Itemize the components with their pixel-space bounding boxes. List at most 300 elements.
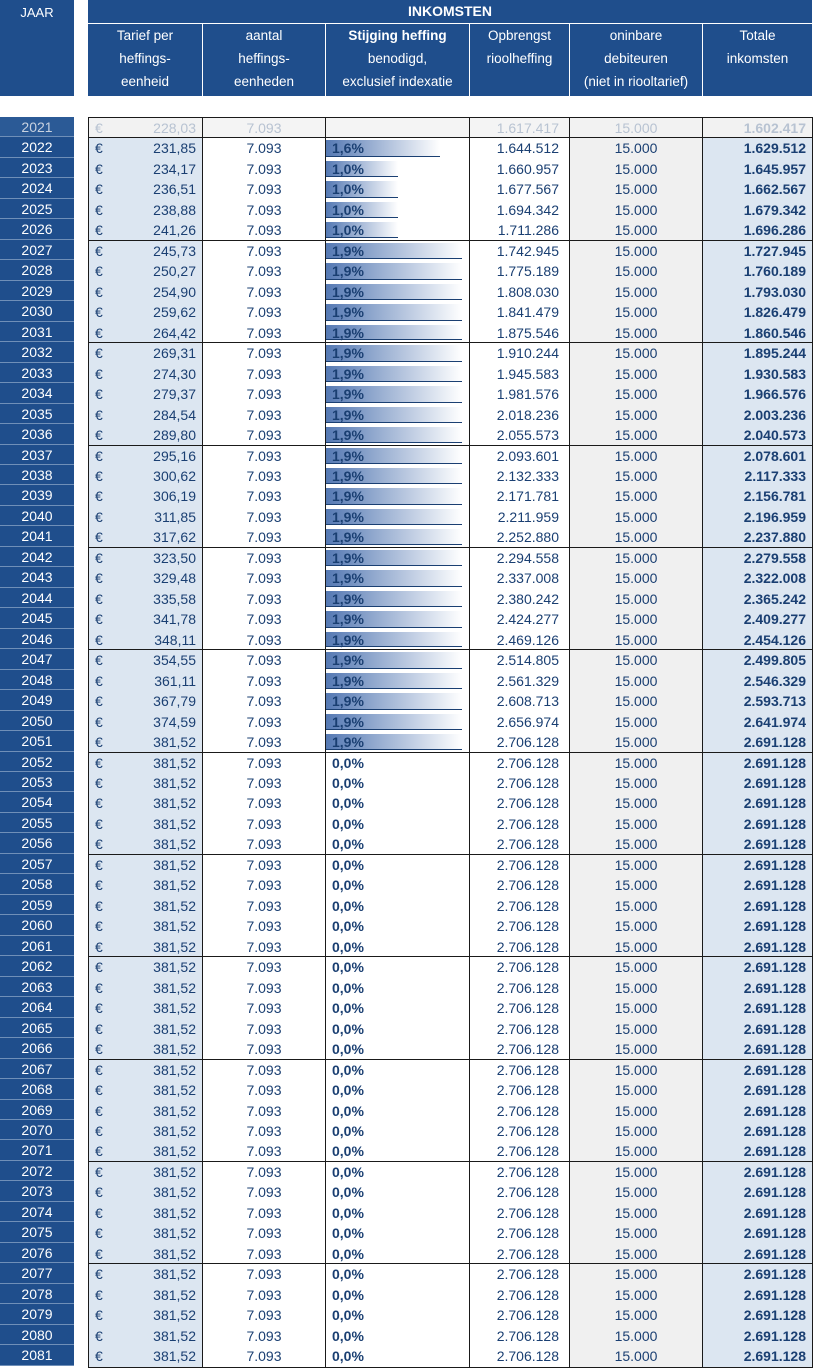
tarief-cell [89,630,203,649]
aantal-cell: 7.093 [203,732,326,751]
stijging-value: 1,9% [332,467,364,484]
stijging-cell [326,773,470,793]
stijging-value: 0,0% [332,815,364,832]
stijging-value: 0,0% [332,1082,364,1099]
totaal-cell: 1.860.546 [703,323,812,342]
oninbaar-cell: 15.000 [570,1285,703,1305]
totaal-cell: 2.499.805 [703,650,812,670]
oninbaar-cell: 15.000 [570,671,703,691]
tarief-cell [89,1141,203,1160]
year-cell: 2078 [0,1284,74,1304]
tarief-value: 381,52 [153,938,196,955]
currency-symbol: € [95,263,103,280]
oninbaar-cell: 15.000 [570,343,703,363]
year-cell: 2021 [0,117,74,137]
currency-symbol: € [95,877,103,894]
totaal-cell: 2.691.128 [703,1162,812,1182]
tarief-cell [89,753,203,773]
currency-symbol: € [95,672,103,689]
totaal-cell: 2.003.236 [703,405,812,425]
year-cell: 2067 [0,1059,74,1079]
table-row [89,855,812,875]
header-col-oninbaar [569,24,702,97]
oninbaar-cell: 15.000 [570,814,703,834]
stijging-cell [326,916,470,936]
aantal-cell: 7.093 [203,793,326,813]
header-text: inkomsten [726,51,789,66]
opbrengst-cell: 2.706.128 [470,1019,570,1039]
stijging-cell [326,1346,470,1366]
stijging-value: 0,0% [332,1327,364,1344]
totaal-cell: 2.117.333 [703,466,812,486]
oninbaar-cell: 15.000 [570,364,703,384]
tarief-value: 250,27 [153,263,196,280]
tarief-value: 254,90 [153,283,196,300]
currency-symbol: € [95,754,103,771]
opbrengst-cell: 2.706.128 [470,1141,570,1160]
aantal-cell: 7.093 [203,1244,326,1263]
tarief-cell [89,1223,203,1243]
stijging-value: 0,0% [332,856,364,873]
tarief-value: 300,62 [153,467,196,484]
header-inkomsten [88,0,812,96]
currency-symbol: € [95,611,103,628]
currency-symbol: € [95,1286,103,1303]
tarief-value: 381,52 [153,897,196,914]
stijging-value: 0,0% [332,1163,364,1180]
oninbaar-cell: 15.000 [570,1121,703,1141]
oninbaar-cell: 15.000 [570,118,703,137]
stijging-value: 0,0% [332,1225,364,1242]
opbrengst-cell: 2.469.126 [470,630,570,649]
totaal-cell: 2.691.128 [703,814,812,834]
currency-symbol: € [95,652,103,669]
totaal-cell: 2.322.008 [703,568,812,588]
stijging-value: 1,0% [332,201,364,218]
tarief-value: 381,52 [153,734,196,751]
currency-symbol: € [95,734,103,751]
table-row [89,773,812,793]
opbrengst-cell: 2.706.128 [470,1182,570,1202]
aantal-cell: 7.093 [203,834,326,853]
oninbaar-cell: 15.000 [570,589,703,609]
aantal-cell: 7.093 [203,486,326,506]
tarief-value: 295,16 [153,447,196,464]
year-cell: 2035 [0,404,74,424]
opbrengst-cell: 2.706.128 [470,978,570,998]
tarief-value: 381,52 [153,918,196,935]
totaal-cell: 2.691.128 [703,1101,812,1121]
currency-symbol: € [95,836,103,853]
year-cell: 2032 [0,342,74,362]
aantal-cell: 7.093 [203,282,326,302]
opbrengst-cell: 2.706.128 [470,937,570,956]
currency-symbol: € [95,1225,103,1242]
aantal-cell: 7.093 [203,1182,326,1202]
currency-symbol: € [95,345,103,362]
tarief-value: 289,80 [153,427,196,444]
year-cell: 2062 [0,956,74,976]
tarief-cell [89,527,203,546]
totaal-cell: 2.691.128 [703,1203,812,1223]
stijging-value: 1,9% [332,672,364,689]
year-cell: 2040 [0,506,74,526]
totaal-cell: 1.679.342 [703,200,812,220]
currency-symbol: € [95,549,103,566]
tarief-cell [89,118,203,137]
header-col-stijging [325,24,469,97]
oninbaar-cell: 15.000 [570,609,703,629]
header-text: exclusief indexatie [342,74,453,89]
stijging-cell [326,630,470,649]
tarief-value: 381,52 [153,1266,196,1283]
tarief-cell [89,159,203,179]
table-row [89,1101,812,1121]
aantal-cell: 7.093 [203,302,326,322]
header-text: rioolheffing [486,51,553,66]
year-cell: 2060 [0,915,74,935]
aantal-cell: 7.093 [203,1285,326,1305]
header-columns [88,24,812,97]
table-row [89,1326,812,1346]
table-row [89,814,812,834]
tarief-value: 329,48 [153,570,196,587]
year-cell: 2051 [0,731,74,751]
tarief-cell [89,446,203,466]
oninbaar-cell: 15.000 [570,957,703,977]
header-title: INKOMSTEN [88,0,812,24]
stijging-cell [326,1264,470,1284]
tarief-value: 381,52 [153,1327,196,1344]
year-cell: 2073 [0,1181,74,1201]
stijging-value: 1,9% [332,529,364,546]
oninbaar-cell: 15.000 [570,1060,703,1080]
stijging-cell [326,1203,470,1223]
stijging-value: 0,0% [332,979,364,996]
totaal-cell: 2.040.573 [703,425,812,444]
aantal-cell: 7.093 [203,261,326,281]
opbrengst-cell: 2.706.128 [470,875,570,895]
oninbaar-cell: 15.000 [570,405,703,425]
stijging-cell [326,957,470,977]
aantal-cell: 7.093 [203,568,326,588]
oninbaar-cell: 15.000 [570,1141,703,1160]
header-text: eenheden [233,74,295,89]
opbrengst-cell: 2.706.128 [470,793,570,813]
header-text: debiteuren [604,51,668,66]
oninbaar-cell: 15.000 [570,1326,703,1346]
tarief-cell [89,978,203,998]
year-cell: 2037 [0,445,74,465]
tarief-value: 241,26 [153,222,196,239]
stijging-value: 0,0% [332,1204,364,1221]
oninbaar-cell: 15.000 [570,179,703,199]
opbrengst-cell: 2.608.713 [470,691,570,711]
year-cell: 2043 [0,567,74,587]
tarief-value: 381,52 [153,1061,196,1078]
stijging-cell [326,446,470,466]
year-cell: 2072 [0,1161,74,1181]
aantal-cell: 7.093 [203,753,326,773]
oninbaar-cell: 15.000 [570,1244,703,1263]
stijging-value: 1,9% [332,304,364,321]
header-col-tarief [88,24,202,97]
currency-symbol: € [95,201,103,218]
stijging-cell [326,650,470,670]
currency-symbol: € [95,304,103,321]
totaal-cell: 2.691.128 [703,896,812,916]
currency-symbol: € [95,713,103,730]
stijging-cell [326,466,470,486]
currency-symbol: € [95,693,103,710]
tarief-cell [89,486,203,506]
opbrengst-cell: 1.775.189 [470,261,570,281]
opbrengst-cell: 2.706.128 [470,1060,570,1080]
tarief-cell [89,998,203,1018]
tarief-value: 335,58 [153,590,196,607]
opbrengst-cell: 2.706.128 [470,814,570,834]
stijging-cell [326,323,470,342]
year-cell: 2039 [0,485,74,505]
currency-symbol: € [95,775,103,791]
stijging-value: 0,0% [332,1041,364,1058]
stijging-value: 1,9% [332,590,364,607]
aantal-cell: 7.093 [203,466,326,486]
currency-symbol: € [95,140,103,157]
stijging-cell [326,875,470,895]
currency-symbol: € [95,1082,103,1099]
aantal-cell: 7.093 [203,978,326,998]
opbrengst-cell: 1.875.546 [470,323,570,342]
stijging-cell [326,548,470,568]
oninbaar-cell: 15.000 [570,875,703,895]
oninbaar-cell: 15.000 [570,1101,703,1121]
currency-symbol: € [95,1266,103,1283]
tarief-value: 284,54 [153,406,196,423]
stijging-value: 0,0% [332,918,364,935]
tarief-cell [89,814,203,834]
stijging-cell [326,486,470,506]
currency-symbol: € [95,938,103,955]
tarief-value: 381,52 [153,1348,196,1365]
year-cell: 2028 [0,260,74,280]
aantal-cell: 7.093 [203,220,326,239]
aantal-cell: 7.093 [203,1121,326,1141]
header-col-opbrengst [469,24,569,97]
stijging-value: 1,9% [332,406,364,423]
stijging-value: 1,9% [332,570,364,587]
stijging-cell [326,425,470,444]
opbrengst-cell: 2.561.329 [470,671,570,691]
aantal-cell: 7.093 [203,179,326,199]
year-cell: 2061 [0,936,74,956]
totaal-cell: 2.691.128 [703,732,812,751]
table-row [89,302,812,322]
oninbaar-cell: 15.000 [570,1182,703,1202]
year-cell: 2071 [0,1140,74,1160]
year-cell: 2074 [0,1202,74,1222]
tarief-cell [89,138,203,158]
oninbaar-cell: 15.000 [570,732,703,751]
oninbaar-cell: 15.000 [570,507,703,527]
year-cell: 2064 [0,997,74,1017]
stijging-value: 0,0% [332,1245,364,1262]
totaal-cell: 2.409.277 [703,609,812,629]
totaal-cell: 2.691.128 [703,1039,812,1058]
totaal-cell: 2.691.128 [703,1223,812,1243]
aantal-cell: 7.093 [203,1019,326,1039]
tarief-value: 381,52 [153,1307,196,1324]
totaal-cell: 2.078.601 [703,446,812,466]
currency-symbol: € [95,1102,103,1119]
opbrengst-cell: 2.706.128 [470,1101,570,1121]
opbrengst-cell: 2.380.242 [470,589,570,609]
stijging-cell [326,712,470,732]
opbrengst-cell: 1.711.286 [470,220,570,239]
stijging-cell [326,568,470,588]
stijging-value: 1,9% [332,345,364,362]
table-row [89,343,812,363]
table-row [89,1060,812,1080]
currency-symbol: € [95,324,103,341]
table-row [89,691,812,711]
tarief-cell [89,712,203,732]
year-cell: 2057 [0,854,74,874]
aantal-cell: 7.093 [203,323,326,342]
currency-symbol: € [95,1184,103,1201]
oninbaar-cell: 15.000 [570,793,703,813]
totaal-cell: 2.156.781 [703,486,812,506]
totaal-cell: 2.691.128 [703,916,812,936]
year-cell: 2068 [0,1079,74,1099]
tarief-cell [89,773,203,793]
oninbaar-cell: 15.000 [570,630,703,649]
currency-symbol: € [95,959,103,976]
tarief-value: 348,11 [154,631,196,648]
totaal-cell: 2.196.959 [703,507,812,527]
tarief-cell [89,1326,203,1346]
opbrengst-cell: 2.424.277 [470,609,570,629]
totaal-cell: 2.691.128 [703,1182,812,1202]
year-cell: 2041 [0,526,74,546]
table-row [89,834,812,854]
header-text: aantal [245,28,283,43]
stijging-value: 1,0% [332,222,364,239]
currency-symbol: € [95,1204,103,1221]
tarief-value: 238,88 [153,201,196,218]
aantal-cell: 7.093 [203,548,326,568]
tarief-value: 245,73 [153,242,196,259]
totaal-cell: 2.237.880 [703,527,812,546]
year-cell: 2036 [0,424,74,444]
tarief-value: 236,51 [153,181,196,198]
tarief-value: 381,52 [153,856,196,873]
tarief-value: 381,52 [153,979,196,996]
stijging-cell [326,978,470,998]
tarief-cell [89,957,203,977]
table-row [89,568,812,588]
tarief-cell [89,179,203,199]
currency-symbol: € [95,1020,103,1037]
year-cell: 2049 [0,690,74,710]
table-row [89,323,812,343]
oninbaar-cell: 15.000 [570,753,703,773]
totaal-cell: 2.691.128 [703,1346,812,1366]
totaal-cell: 2.691.128 [703,855,812,875]
tarief-cell [89,302,203,322]
tarief-cell [89,834,203,853]
year-cell: 2076 [0,1243,74,1263]
opbrengst-cell: 2.706.128 [470,1285,570,1305]
table-row [89,1141,812,1161]
tarief-value: 381,52 [153,959,196,976]
table-row [89,200,812,220]
totaal-cell: 1.602.417 [703,118,812,137]
opbrengst-cell: 1.694.342 [470,200,570,220]
year-cell: 2034 [0,383,74,403]
year-cell: 2046 [0,629,74,649]
year-cell: 2059 [0,895,74,915]
table-row [89,507,812,527]
stijging-value: 0,0% [332,754,364,771]
stijging-value: 1,9% [332,488,364,505]
table-row [89,1039,812,1059]
oninbaar-cell: 15.000 [570,548,703,568]
table-row [89,159,812,179]
oninbaar-cell: 15.000 [570,159,703,179]
tarief-value: 311,85 [154,508,196,525]
year-cell: 2069 [0,1100,74,1120]
tarief-value: 381,52 [153,815,196,832]
table-row [89,978,812,998]
table-row [89,405,812,425]
table-row [89,896,812,916]
stijging-cell [326,1305,470,1325]
year-cell: 2079 [0,1304,74,1324]
table-row [89,732,812,752]
opbrengst-cell: 2.706.128 [470,916,570,936]
opbrengst-cell: 2.706.128 [470,1080,570,1100]
opbrengst-cell: 2.706.128 [470,1162,570,1182]
year-cell: 2022 [0,137,74,157]
stijging-value: 1,9% [332,611,364,628]
table-row [89,630,812,650]
year-cell: 2058 [0,874,74,894]
table-row [89,998,812,1018]
year-cell: 2075 [0,1222,74,1242]
totaal-cell: 2.454.126 [703,630,812,649]
year-cell: 2031 [0,322,74,342]
tarief-value: 381,52 [153,1184,196,1201]
stijging-value: 0,0% [332,1266,364,1283]
currency-symbol: € [95,1245,103,1262]
totaal-cell: 1.629.512 [703,138,812,158]
currency-symbol: € [95,1122,103,1139]
stijging-cell [326,753,470,773]
opbrengst-cell: 2.093.601 [470,446,570,466]
table-row [89,241,812,261]
tarief-cell [89,1285,203,1305]
aantal-cell: 7.093 [203,1162,326,1182]
opbrengst-cell: 2.252.880 [470,527,570,546]
tarief-value: 381,52 [153,1041,196,1058]
header-text: Opbrengst [487,28,552,43]
currency-symbol: € [95,120,103,136]
tarief-cell [89,1101,203,1121]
stijging-cell [326,138,470,158]
table-row [89,425,812,445]
year-cell: 2024 [0,178,74,198]
